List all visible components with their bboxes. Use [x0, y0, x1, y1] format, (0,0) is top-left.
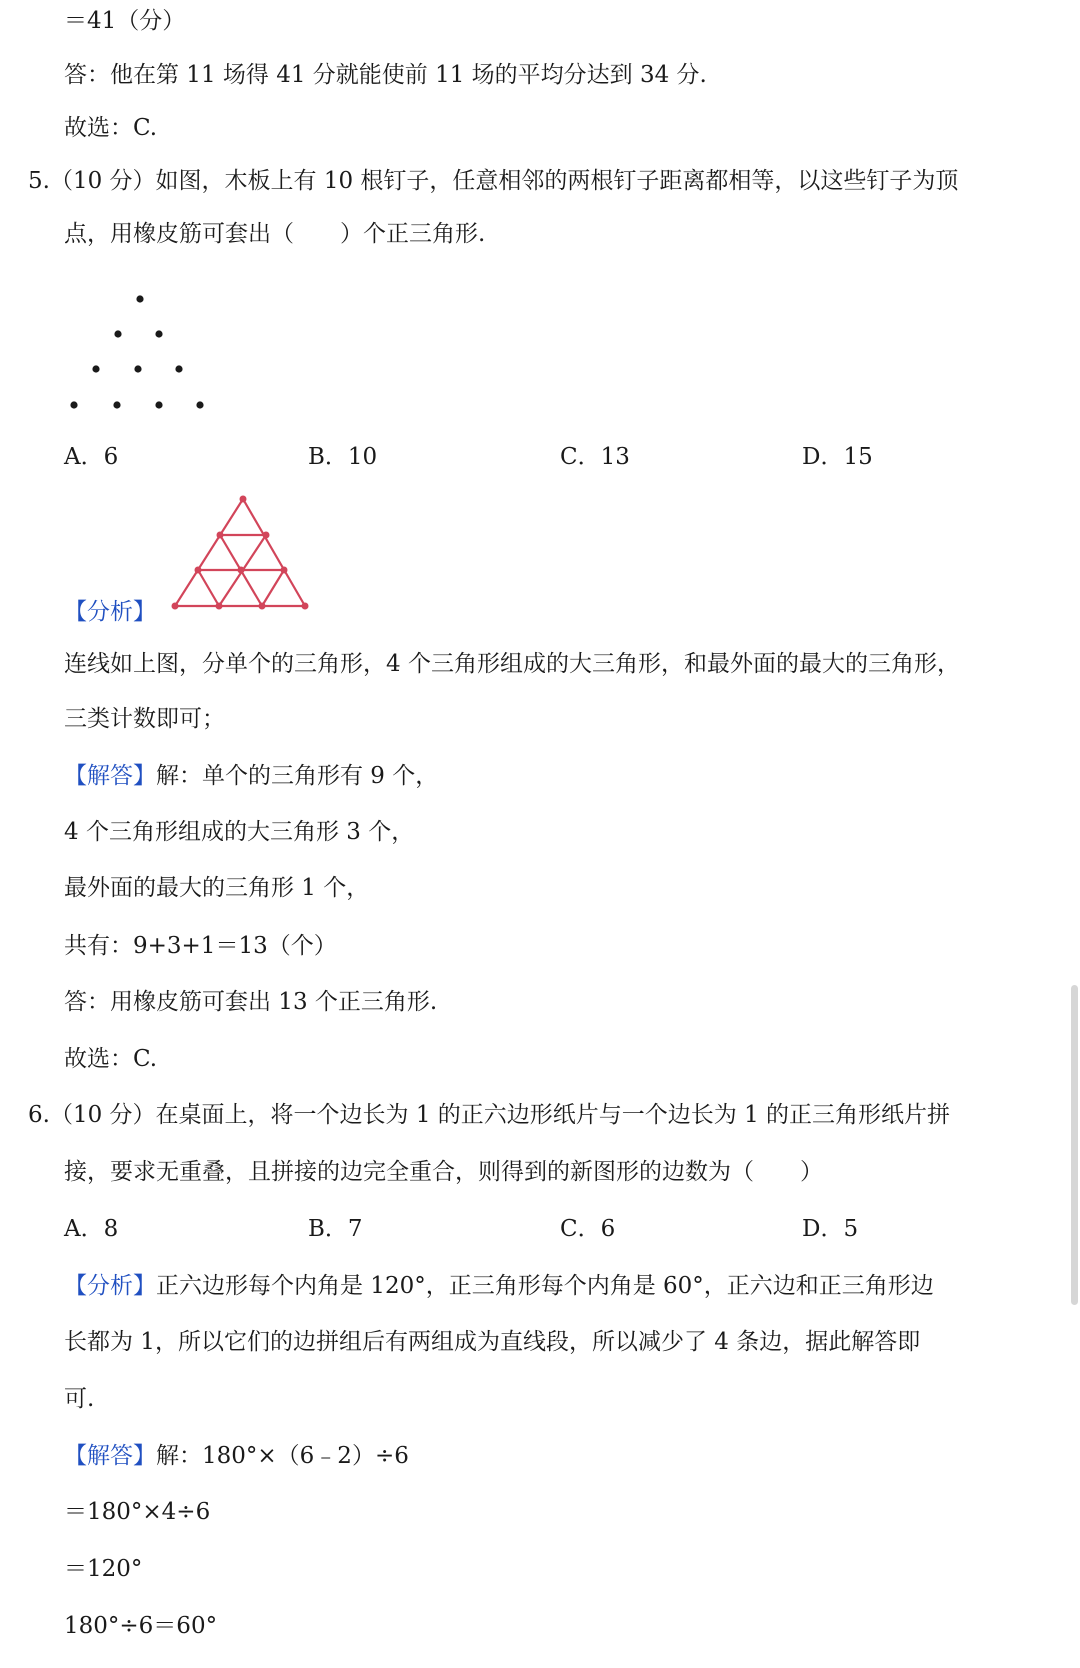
- q6-solution-tag: 【解答】: [64, 1443, 156, 1469]
- q6-option-b: B．7: [308, 1216, 363, 1242]
- nail-dot: [155, 401, 162, 408]
- nail-dot: [196, 401, 203, 408]
- q5-analysis-tag: 【分析】: [64, 599, 156, 625]
- q6-analysis-tag: 【分析】: [64, 1273, 156, 1299]
- q6-option-c: C．6: [560, 1216, 616, 1242]
- q5-solution-line4: 共有：9+3+1＝13（个）: [64, 933, 337, 959]
- prev-answer: 答：他在第 11 场得 41 分就能使前 11 场的平均分达到 34 分.: [64, 62, 707, 88]
- q6-analysis-line2: 长都为 1，所以它们的边拼组后有两组成为直线段，所以减少了 4 条边，据此解答即: [64, 1329, 921, 1355]
- q6-solution-line4: 180°÷6＝60°: [64, 1613, 218, 1639]
- q5-option-d: D．15: [802, 444, 873, 470]
- q5-triangle-grid-figure: [170, 496, 310, 616]
- nail-dot: [134, 365, 141, 372]
- q6-solution-line2: ＝180°×4÷6: [64, 1499, 211, 1525]
- nail-dot: [155, 330, 162, 337]
- q5-option-a: A．6: [64, 444, 119, 470]
- q6-solution-line3: ＝120°: [64, 1556, 143, 1582]
- nail-dot: [92, 365, 99, 372]
- q5-solution-line1: [64, 761, 438, 791]
- q5-answer: 答：用橡皮筋可套出 13 个正三角形.: [64, 989, 438, 1015]
- q6-analysis-line1: [64, 1271, 934, 1301]
- q5-analysis-line1: 连线如上图，分单个的三角形，4 个三角形组成的大三角形，和最外面的最大的三角形，: [64, 651, 960, 677]
- q5-stem-line1: 5.（10 分）如图，木板上有 10 根钉子，任意相邻的两根钉子距离都相等，以这些钉子为顶: [28, 168, 959, 194]
- q5-solution-line3: 最外面的最大的三角形 1 个，: [64, 875, 370, 901]
- q6-stem-line1: 6.（10 分）在桌面上，将一个边长为 1 的正六边形纸片与一个边长为 1 的正三角形纸片拼: [28, 1102, 951, 1128]
- q5-solution-text1: 解：单个的三角形有 9 个，: [156, 763, 439, 789]
- q5-solution-tag: 【解答】: [64, 763, 156, 789]
- prev-choice: 故选：C.: [64, 115, 158, 141]
- nail-dot: [113, 401, 120, 408]
- q5-option-c: C．13: [560, 444, 630, 470]
- q6-analysis-text1: 正六边形每个内角是 120°，正三角形每个内角是 60°，正六边和正三角形边: [156, 1273, 934, 1299]
- q5-solution-line2: 4 个三角形组成的大三角形 3 个，: [64, 819, 415, 845]
- vertical-scrollbar[interactable]: [1071, 985, 1078, 1305]
- nail-dot: [175, 365, 182, 372]
- q6-analysis-line3: 可.: [64, 1386, 95, 1412]
- q5-nail-dots-figure: [60, 285, 220, 405]
- q5-choice: 故选：C.: [64, 1046, 158, 1072]
- nail-dot: [114, 330, 121, 337]
- q6-solution-text1: 解：180°×（6﹣2）÷6: [156, 1443, 409, 1469]
- q6-stem-line2: 接，要求无重叠，且拼接的边完全重合，则得到的新图形的边数为（ ）: [64, 1159, 823, 1185]
- q5-option-b: B．10: [308, 444, 378, 470]
- q5-stem-line2: 点，用橡皮筋可套出（ ）个正三角形.: [64, 221, 486, 247]
- q5-analysis-line2: 三类计数即可；: [64, 706, 225, 732]
- nail-dot: [70, 401, 77, 408]
- q6-option-d: D．5: [802, 1216, 859, 1242]
- q6-solution-line1: [64, 1441, 409, 1471]
- q6-option-a: A．8: [64, 1216, 119, 1242]
- prev-calc-line: ＝41（分）: [64, 8, 186, 34]
- nail-dot: [136, 295, 143, 302]
